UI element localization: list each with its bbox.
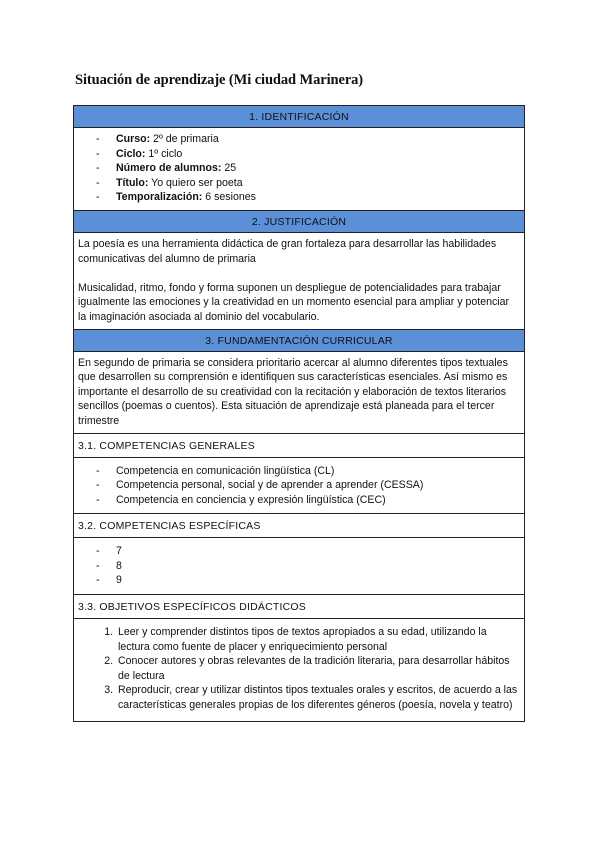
paragraph: Musicalidad, ritmo, fondo y forma suponen un despliegue de potencialidades para trabajar igualmente las emociones y la creatividad en un momento esencial para ampliar y potenciar la imaginación asociada al dominio del vocabulario. bbox=[78, 281, 510, 323]
section-competencias-especificas-body bbox=[74, 537, 524, 594]
section-justificacion-header: 2. JUSTIFICACIÓN bbox=[74, 210, 524, 232]
list-item: - Competencia personal, social y de aprender a aprender (CESSA) bbox=[96, 478, 520, 493]
list-item: - 9 bbox=[96, 573, 520, 588]
section-competencias-generales-header: 3.1. COMPETENCIAS GENERALES bbox=[74, 433, 524, 457]
objetivos-list bbox=[78, 625, 520, 713]
section-fundamentacion-header: 3. FUNDAMENTACIÓN CURRICULAR bbox=[74, 329, 524, 351]
competencias-especificas-list bbox=[78, 544, 520, 588]
list-item: 1. Leer y comprender distintos tipos de textos apropiados a su edad, utilizando la lectura como fuente de placer y enriquecimiento personal bbox=[116, 625, 520, 654]
list-item: - Número de alumnos: 25 bbox=[96, 161, 520, 176]
section-competencias-generales-body bbox=[74, 457, 524, 514]
list-item: - Temporalización: 6 sesiones bbox=[96, 190, 520, 205]
section-objetivos-header: 3.3. OBJETIVOS ESPECÍFICOS DIDÁCTICOS bbox=[74, 594, 524, 618]
paragraph: En segundo de primaria se considera prioritario acercar al alumno diferentes tipos textuales que desarrollen su comprensión e identifiquen sus características esenciales. Así mismo es importante el desarrollo de su creatividad con la recitación y elaboración de textos literarios sencillos (poemas o cuentos). Esta situación de aprendizaje está planeada para el tercer trimestre bbox=[78, 356, 508, 427]
list-item: - Competencia en comunicación lingüística (CL) bbox=[96, 464, 520, 479]
paragraph: La poesía es una herramienta didáctica de gran fortaleza para desarrollar las habilidades comunicativas del alumno de primaria bbox=[78, 237, 497, 265]
list-item: - 7 bbox=[96, 544, 520, 559]
section-identificacion-body bbox=[74, 127, 524, 210]
competencias-generales-list bbox=[78, 464, 520, 508]
section-fundamentacion-body bbox=[74, 351, 524, 433]
page-title: Situación de aprendizaje (Mi ciudad Marinera) bbox=[75, 72, 364, 88]
learning-situation-table bbox=[73, 105, 525, 722]
list-item: 3. Reproducir, crear y utilizar distintos tipos textuales orales y escritos, de acuerdo a las características generales propias de los diferentes géneros (poesía, novela y teatro) bbox=[116, 683, 520, 712]
section-competencias-especificas-header: 3.2. COMPETENCIAS ESPECÍFICAS bbox=[74, 513, 524, 537]
section-objetivos-body bbox=[74, 618, 524, 721]
list-item: - Curso: 2º de primaria bbox=[96, 132, 520, 147]
list-item: - 8 bbox=[96, 559, 520, 574]
identificacion-list bbox=[78, 132, 520, 205]
list-item: 2. Conocer autores y obras relevantes de la tradición literaria, para desarrollar hábitos de lectura bbox=[116, 654, 520, 683]
section-identificacion-header: 1. IDENTIFICACIÓN bbox=[74, 106, 524, 127]
list-item: - Ciclo: 1º ciclo bbox=[96, 147, 520, 162]
list-item: - Competencia en conciencia y expresión lingüística (CEC) bbox=[96, 493, 520, 508]
section-justificacion-body bbox=[74, 232, 524, 329]
list-item: - Título: Yo quiero ser poeta bbox=[96, 176, 520, 191]
